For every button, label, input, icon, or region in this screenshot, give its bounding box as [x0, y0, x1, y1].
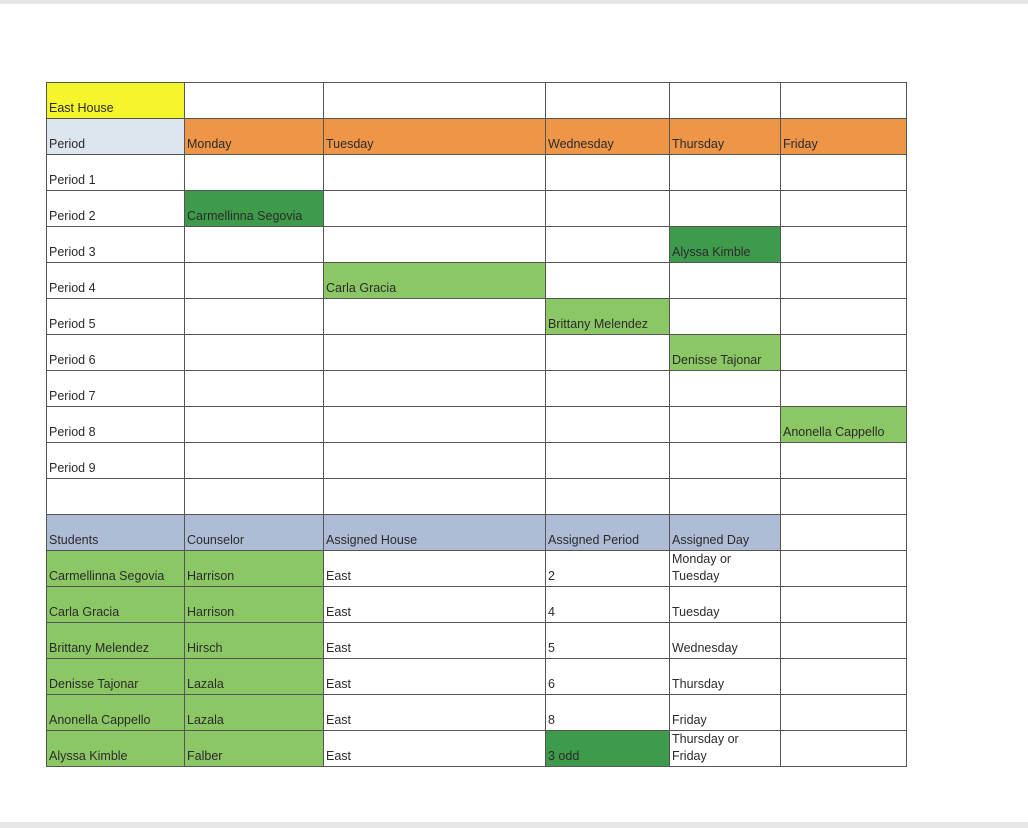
roster-header-counselor: Counselor: [185, 515, 324, 551]
cell: [185, 155, 324, 191]
assigned-day: [670, 551, 781, 587]
assigned-day: Friday: [670, 695, 781, 731]
counselor-name: Harrison: [185, 551, 324, 587]
day-header-thursday: Thursday: [670, 119, 781, 155]
roster-row: [47, 731, 907, 767]
cell: [781, 335, 907, 371]
student-name: Denisse Tajonar: [47, 659, 185, 695]
period-label: Period 1: [47, 155, 185, 191]
cell: [670, 479, 781, 515]
cell: [781, 191, 907, 227]
cell: [670, 299, 781, 335]
period-label: Period 6: [47, 335, 185, 371]
cell: [781, 551, 907, 587]
assignment-cell: Carla Gracia: [324, 263, 546, 299]
day-header-monday: Monday: [185, 119, 324, 155]
roster-header-period: Assigned Period: [546, 515, 670, 551]
counselor-name: Falber: [185, 731, 324, 767]
assigned-period: 4: [546, 587, 670, 623]
cell: [546, 479, 670, 515]
cell: [781, 623, 907, 659]
cell: [781, 83, 907, 119]
cell: [670, 155, 781, 191]
cell: [670, 371, 781, 407]
assigned-day-line: Friday: [672, 749, 707, 763]
assigned-house: East: [324, 731, 546, 767]
cell: [324, 299, 546, 335]
student-name: Alyssa Kimble: [47, 731, 185, 767]
assignment-cell: Brittany Melendez: [546, 299, 670, 335]
roster-header-students: Students: [47, 515, 185, 551]
cell: [546, 443, 670, 479]
student-name: Anonella Cappello: [47, 695, 185, 731]
cell: [546, 335, 670, 371]
period-label: Period 7: [47, 371, 185, 407]
cell: [324, 83, 546, 119]
cell: [185, 227, 324, 263]
period-label: Period 3: [47, 227, 185, 263]
roster-row: [47, 623, 907, 659]
cell: [185, 479, 324, 515]
cell: [324, 443, 546, 479]
assignment-cell: Anonella Cappello: [781, 407, 907, 443]
roster-row: [47, 551, 907, 587]
assigned-house: East: [324, 551, 546, 587]
assigned-period: 3 odd: [546, 731, 670, 767]
roster-header-house: Assigned House: [324, 515, 546, 551]
cell: [670, 191, 781, 227]
period-label: Period 8: [47, 407, 185, 443]
counselor-name: Hirsch: [185, 623, 324, 659]
day-header-friday: Friday: [781, 119, 907, 155]
day-header-tuesday: Tuesday: [324, 119, 546, 155]
period-label: Period 4: [47, 263, 185, 299]
cell: [324, 335, 546, 371]
assigned-day: Wednesday: [670, 623, 781, 659]
cell: [781, 155, 907, 191]
cell: [781, 443, 907, 479]
assignment-cell: Alyssa Kimble: [670, 227, 781, 263]
counselor-name: Lazala: [185, 695, 324, 731]
cell: [781, 371, 907, 407]
cell: [781, 479, 907, 515]
sheet-title: East House: [47, 83, 185, 119]
assignment-cell: Denisse Tajonar: [670, 335, 781, 371]
period-label: Period 5: [47, 299, 185, 335]
roster-header-day: Assigned Day: [670, 515, 781, 551]
assigned-period: 5: [546, 623, 670, 659]
assigned-period: 2: [546, 551, 670, 587]
cell: [781, 659, 907, 695]
period-header: Period: [47, 119, 185, 155]
roster-row: [47, 659, 907, 695]
cell: [185, 263, 324, 299]
assigned-period: 8: [546, 695, 670, 731]
assigned-day-line: Tuesday: [672, 569, 720, 583]
cell: [781, 695, 907, 731]
cell: [546, 191, 670, 227]
student-name: Carmellinna Segovia: [47, 551, 185, 587]
assigned-house: East: [324, 659, 546, 695]
cell: [670, 263, 781, 299]
cell: [781, 227, 907, 263]
roster-row: [47, 587, 907, 623]
period-label: Period 9: [47, 443, 185, 479]
assigned-day: [670, 731, 781, 767]
cell: [670, 443, 781, 479]
cell: [546, 227, 670, 263]
cell: [185, 335, 324, 371]
student-name: Carla Gracia: [47, 587, 185, 623]
cell: [781, 515, 907, 551]
cell: [781, 731, 907, 767]
day-header-wednesday: Wednesday: [546, 119, 670, 155]
viewer-bottom-edge: [0, 822, 1028, 828]
assigned-day-line: Thursday or: [672, 732, 739, 746]
assigned-period: 6: [546, 659, 670, 695]
document-page: [0, 4, 1028, 822]
cell: [781, 587, 907, 623]
counselor-name: Lazala: [185, 659, 324, 695]
cell: [546, 371, 670, 407]
cell: [185, 83, 324, 119]
cell: [185, 443, 324, 479]
student-name: Brittany Melendez: [47, 623, 185, 659]
cell: [781, 299, 907, 335]
assigned-house: East: [324, 695, 546, 731]
cell: [670, 83, 781, 119]
cell: [324, 155, 546, 191]
roster-row: [47, 695, 907, 731]
cell: [185, 371, 324, 407]
cell: [546, 407, 670, 443]
cell: [47, 479, 185, 515]
cell: [185, 299, 324, 335]
cell: [781, 263, 907, 299]
assigned-day: Thursday: [670, 659, 781, 695]
cell: [546, 155, 670, 191]
cell: [546, 263, 670, 299]
cell: [670, 407, 781, 443]
east-house-spreadsheet: [46, 82, 907, 767]
cell: [185, 407, 324, 443]
assigned-house: East: [324, 623, 546, 659]
assigned-house: East: [324, 587, 546, 623]
assigned-day: Tuesday: [670, 587, 781, 623]
cell: [324, 371, 546, 407]
cell: [324, 191, 546, 227]
cell: [546, 83, 670, 119]
period-label: Period 2: [47, 191, 185, 227]
assigned-day-line: Monday or: [672, 552, 732, 566]
cell: [324, 479, 546, 515]
cell: [324, 407, 546, 443]
assignment-cell: Carmellinna Segovia: [185, 191, 324, 227]
cell: [324, 227, 546, 263]
counselor-name: Harrison: [185, 587, 324, 623]
